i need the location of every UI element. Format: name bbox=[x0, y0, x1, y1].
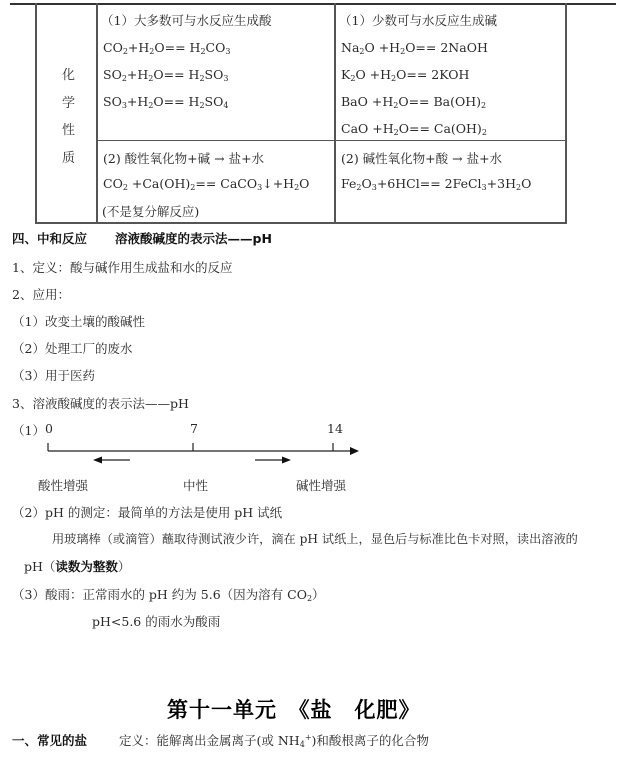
scale-label-acidic: 酸性增强 bbox=[38, 478, 89, 493]
definition-line: 1、定义：酸与碱作用生成盐和水的反应 bbox=[12, 260, 233, 275]
table-label-divider bbox=[96, 3, 98, 223]
scale-tick-label-7: 7 bbox=[190, 421, 198, 436]
ph-measure-tail: pH（读数为整数） bbox=[24, 559, 131, 574]
equation: CaO $+H_2O== Ca(OH)_2$ bbox=[341, 121, 487, 137]
application-item: （3）用于医药 bbox=[12, 368, 95, 383]
ph-measure-line: （2）pH 的测定：最简单的方法是使用 pH 试纸 bbox=[12, 505, 283, 520]
row-label-char: 化 bbox=[62, 68, 76, 83]
equation: BaO $+H_2O== Ba(OH)_2$ bbox=[341, 94, 487, 110]
acid-oxide-prop2-title: (2) 酸性氧化物+碱 → 盐+水 bbox=[103, 151, 265, 166]
section-heading bbox=[12, 229, 272, 247]
scale-prefix: （1） bbox=[12, 423, 45, 438]
equation: $CO_2+H_2O== H_2CO_3$ bbox=[103, 40, 231, 56]
table-right-border bbox=[565, 3, 567, 223]
row-label-char: 质 bbox=[62, 151, 76, 166]
scale-tick-label-0: 0 bbox=[45, 421, 53, 436]
scale-tick-label-14: 14 bbox=[327, 421, 343, 436]
table-bottom-border bbox=[35, 222, 567, 224]
acid-rain-rule: pH<5.6 的雨水为酸雨 bbox=[92, 614, 221, 629]
acid-rain-line: （3）酸雨：正常雨水的 pH 约为 5.6（因为溶有 $CO_2$） bbox=[12, 587, 325, 603]
equation: $Na_2O +H_2O==$ 2NaOH bbox=[341, 40, 488, 56]
heading-ph: 溶液酸碱度的表示法——pH bbox=[115, 231, 272, 246]
basic-oxide-prop2-title: (2) 碱性氧化物+酸 → 盐+水 bbox=[341, 151, 503, 166]
row-label-char: 学 bbox=[62, 96, 76, 111]
acid-oxide-note: (不是复分解反应) bbox=[102, 204, 200, 219]
salt-definition-line: 一、常见的盐 定义：能解离出金属离子(或 $NH_4^+$)和酸根离子的化合物 bbox=[12, 733, 429, 749]
integer-reading-note: 读数为整数 bbox=[55, 559, 118, 574]
application-label: 2、应用： bbox=[12, 287, 70, 302]
ph-heading: 3、溶液酸碱度的表示法——pH bbox=[12, 396, 189, 411]
section-heading-common-salts: 一、常见的盐 bbox=[12, 733, 88, 748]
unit-title: 第十一单元 《盐 化肥》 bbox=[167, 698, 421, 722]
application-item: （2）处理工厂的废水 bbox=[12, 341, 133, 356]
heading-neutralization: 四、中和反应 bbox=[12, 231, 88, 246]
table-middle-divider bbox=[334, 3, 336, 223]
row-label-char: 性 bbox=[62, 123, 76, 138]
scale-label-neutral: 中性 bbox=[183, 478, 209, 493]
table-row-divider bbox=[96, 140, 566, 141]
table-top-rule bbox=[10, 3, 616, 5]
equation: $CO_2 +Ca(OH)_2==$ $CaCO_3↓+H_2O$ bbox=[103, 176, 310, 192]
scale-label-basic: 碱性增强 bbox=[296, 478, 347, 493]
equation: $K_2O +H_2O== 2KOH$ bbox=[341, 67, 470, 83]
equation: $Fe_2O_3+6HCl==$ $2FeCl_3+3H_2O$ bbox=[341, 176, 532, 192]
table-left-border bbox=[35, 3, 37, 223]
ph-axis-arrow-icon bbox=[0, 438, 370, 470]
equation: $SO_2+H_2O== H_2SO_3$ bbox=[103, 67, 229, 83]
ph-measure-detail: 用玻璃棒（或滴管）蘸取待测试液少许，滴在 pH 试纸上，显色后与标准比色卡对照，读出溶液的 bbox=[52, 532, 578, 546]
acid-oxide-prop1-title: （1）大多数可与水反应生成酸 bbox=[101, 13, 272, 28]
application-item: （1）改变土壤的酸碱性 bbox=[12, 314, 145, 329]
basic-oxide-prop1-title: （1）少数可与水反应生成碱 bbox=[339, 13, 497, 28]
equation: $SO_3+H_2O== H_2SO_4$ bbox=[103, 94, 229, 110]
